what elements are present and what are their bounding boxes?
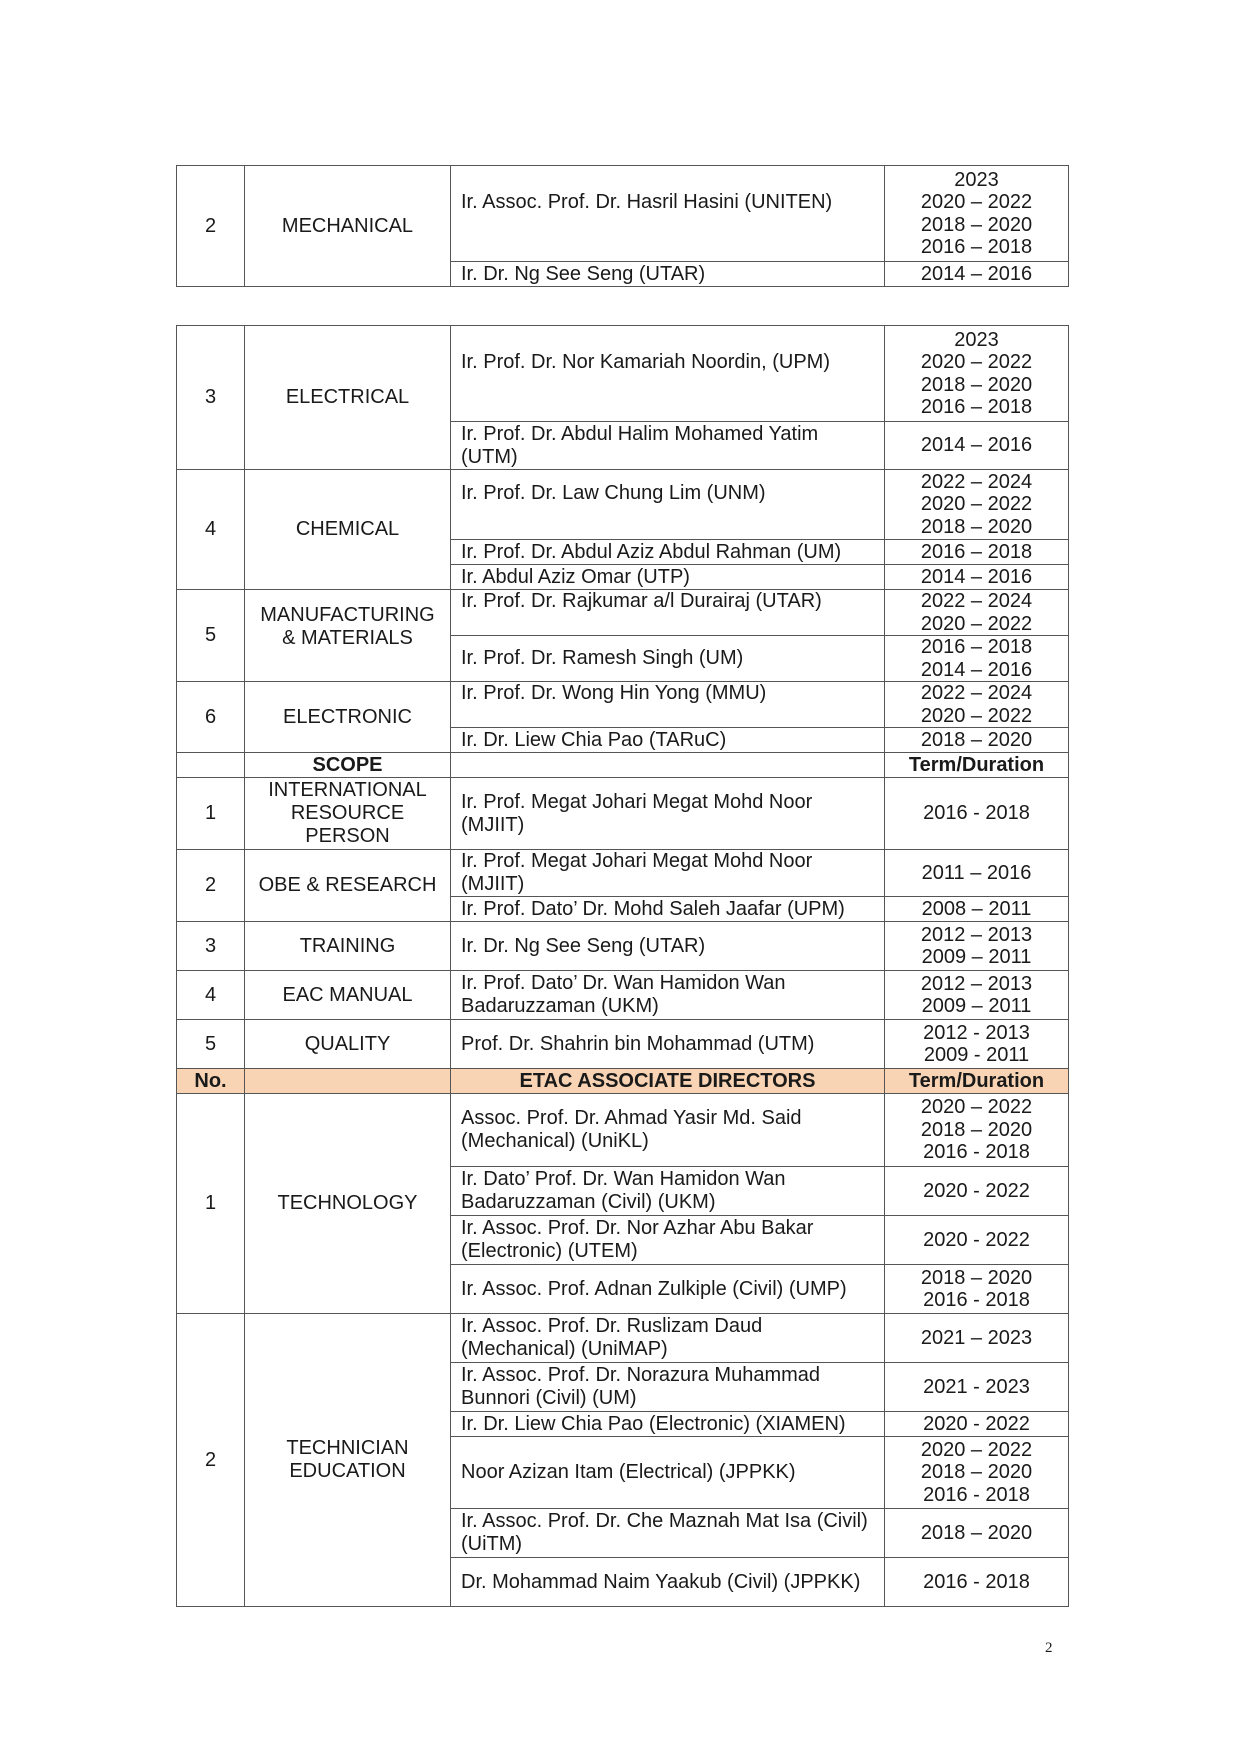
term-cell xyxy=(885,1265,1069,1314)
row-number: 5 xyxy=(177,1020,245,1069)
term-cell xyxy=(885,422,1069,470)
term-value: 2014 – 2016 xyxy=(920,434,1033,457)
person-name: Ir. Dr. Ng See Seng (UTAR) xyxy=(451,262,885,287)
term-cell xyxy=(885,922,1069,971)
person-name: Ir. Prof. Dr. Nor Kamariah Noordin, (UPM) xyxy=(451,326,885,422)
person-name: Ir. Assoc. Prof. Dr. Nor Azhar Abu Bakar (Electronic) (UTEM) xyxy=(451,1216,885,1265)
term-value: 2020 – 2022 xyxy=(920,1096,1033,1119)
term-value: 2021 - 2023 xyxy=(923,1375,1030,1398)
term-cell xyxy=(885,971,1069,1020)
discipline-name: ELECTRONIC xyxy=(245,682,451,753)
term-value: 2018 – 2020 xyxy=(920,728,1033,751)
term-value: 2016 – 2018 xyxy=(920,540,1033,563)
term-value: 2016 - 2018 xyxy=(923,1289,1030,1311)
person-name: Noor Azizan Itam (Electrical) (JPPKK) xyxy=(451,1437,885,1509)
person-name: Ir. Prof. Dr. Abdul Halim Mohamed Yatim (UTM) xyxy=(451,422,885,470)
person-name: Dr. Mohammad Naim Yaakub (Civil) (JPPKK) xyxy=(451,1558,885,1607)
term-cell xyxy=(885,1412,1069,1437)
term-value: 2009 – 2011 xyxy=(921,946,1032,968)
term-value: 2018 – 2020 xyxy=(920,1521,1033,1544)
term-cell xyxy=(885,682,1069,728)
person-name: Ir. Prof. Megat Johari Megat Mohd Noor (MJIIT) xyxy=(451,778,885,850)
term-cell xyxy=(885,1437,1069,1509)
term-cell xyxy=(885,850,1069,897)
term-cell xyxy=(885,262,1069,287)
etac-area-name: TECHNOLOGY xyxy=(245,1094,451,1314)
person-name: Ir. Abdul Aziz Omar (UTP) xyxy=(451,565,885,590)
term-value: 2011 – 2016 xyxy=(921,861,1032,884)
etac-area-name: TECHNICIAN EDUCATION xyxy=(245,1314,451,1607)
table-row xyxy=(177,326,1069,422)
term-value: 2018 – 2020 xyxy=(920,373,1033,396)
row-number: 3 xyxy=(177,326,245,470)
row-number: 5 xyxy=(177,590,245,682)
person-name: Ir. Dato’ Prof. Dr. Wan Hamidon Wan Badaruzzaman (Civil) (UKM) xyxy=(451,1167,885,1216)
term-value: 2008 – 2011 xyxy=(921,897,1032,920)
scope-name: TRAINING xyxy=(245,922,451,971)
table-row xyxy=(177,922,1069,971)
term-cell xyxy=(885,1094,1069,1167)
scope-name: INTERNATIONAL RESOURCE PERSON xyxy=(245,778,451,850)
page-number: 2 xyxy=(1045,1640,1053,1656)
term-value: 2009 – 2011 xyxy=(921,995,1032,1017)
row-number: 4 xyxy=(177,971,245,1020)
term-cell xyxy=(885,778,1069,850)
term-value: 2021 – 2023 xyxy=(920,1326,1033,1349)
term-cell xyxy=(885,1558,1069,1607)
term-value: 2014 – 2016 xyxy=(920,565,1033,588)
etac-heading: ETAC ASSOCIATE DIRECTORS xyxy=(451,1069,885,1094)
term-cell xyxy=(885,636,1069,682)
term-value: 2020 – 2022 xyxy=(920,704,1033,727)
directors-table xyxy=(176,325,1069,1607)
term-value: 2012 - 2013 xyxy=(923,1021,1030,1044)
table-row xyxy=(177,166,1069,262)
term-value: 2016 – 2018 xyxy=(920,236,1033,258)
row-number: 2 xyxy=(177,166,245,287)
person-name: Ir. Dr. Liew Chia Pao (Electronic) (XIAMEN) xyxy=(451,1412,885,1437)
discipline-name: ELECTRICAL xyxy=(245,326,451,470)
term-cell xyxy=(885,1216,1069,1265)
table-row xyxy=(177,682,1069,728)
person-name: Ir. Assoc. Prof. Dr. Hasril Hasini (UNITEN) xyxy=(451,166,885,262)
scope-name: QUALITY xyxy=(245,1020,451,1069)
person-name: Ir. Assoc. Prof. Adnan Zulkiple (Civil) (UMP) xyxy=(451,1265,885,1314)
term-value: 2023 xyxy=(954,328,999,351)
person-name: Ir. Prof. Dr. Law Chung Lim (UNM) xyxy=(451,470,885,540)
row-number: 1 xyxy=(177,1094,245,1314)
term-cell xyxy=(885,897,1069,922)
term-value: 2012 – 2013 xyxy=(920,972,1033,995)
person-name: Ir. Prof. Dr. Wong Hin Yong (MMU) xyxy=(451,682,885,728)
term-value: 2023 xyxy=(954,168,999,191)
person-name: Ir. Dr. Ng See Seng (UTAR) xyxy=(451,922,885,971)
term-value: 2020 - 2022 xyxy=(923,1228,1030,1251)
mechanical-table xyxy=(176,165,1069,287)
term-value: 2020 – 2022 xyxy=(920,1438,1033,1461)
term-value: 2016 - 2018 xyxy=(923,802,1030,825)
term-value: 2016 - 2018 xyxy=(923,1483,1030,1506)
term-value: 2020 – 2022 xyxy=(920,493,1033,516)
term-value: 2016 - 2018 xyxy=(923,1570,1030,1593)
table-row xyxy=(177,1020,1069,1069)
term-value: 2020 - 2022 xyxy=(923,1412,1030,1435)
term-value: 2018 – 2020 xyxy=(920,1266,1033,1289)
term-heading: Term/Duration xyxy=(885,1069,1069,1094)
person-name: Ir. Prof. Dato’ Dr. Mohd Saleh Jaafar (UPM) xyxy=(451,897,885,922)
discipline-name: MECHANICAL xyxy=(245,166,451,287)
term-value: 2009 - 2011 xyxy=(923,1044,1030,1066)
term-cell xyxy=(885,1020,1069,1069)
term-cell xyxy=(885,590,1069,636)
table-row xyxy=(177,1314,1069,1363)
term-value: 2020 – 2022 xyxy=(920,351,1033,373)
empty-cell xyxy=(451,753,885,778)
row-number: 2 xyxy=(177,1314,245,1607)
discipline-name: CHEMICAL xyxy=(245,470,451,590)
term-value: 2020 - 2022 xyxy=(923,1179,1030,1202)
term-cell xyxy=(885,1314,1069,1363)
scope-name: EAC MANUAL xyxy=(245,971,451,1020)
term-value: 2016 – 2018 xyxy=(920,636,1033,658)
scope-name: OBE & RESEARCH xyxy=(245,850,451,922)
person-name: Ir. Dr. Liew Chia Pao (TARuC) xyxy=(451,728,885,753)
term-cell xyxy=(885,728,1069,753)
row-number: 6 xyxy=(177,682,245,753)
person-name: Assoc. Prof. Dr. Ahmad Yasir Md. Said (Mechanical) (UniKL) xyxy=(451,1094,885,1167)
person-name: Ir. Assoc. Prof. Dr. Norazura Muhammad Bunnori (Civil) (UM) xyxy=(451,1363,885,1412)
term-value: 2020 – 2022 xyxy=(920,612,1033,635)
person-name: Ir. Prof. Dr. Rajkumar a/l Durairaj (UTAR) xyxy=(451,590,885,636)
term-value: 2016 – 2018 xyxy=(920,396,1033,418)
person-name: Ir. Prof. Dr. Ramesh Singh (UM) xyxy=(451,636,885,682)
term-value: 2022 – 2024 xyxy=(920,590,1033,612)
empty-cell xyxy=(245,1069,451,1094)
person-name: Ir. Assoc. Prof. Dr. Che Maznah Mat Isa (Civil) (UiTM) xyxy=(451,1509,885,1558)
table-row xyxy=(177,590,1069,636)
term-value: 2014 – 2016 xyxy=(920,262,1033,285)
term-value: 2018 – 2020 xyxy=(920,213,1033,236)
person-name: Ir. Prof. Megat Johari Megat Mohd Noor (MJIIT) xyxy=(451,850,885,897)
table-row xyxy=(177,778,1069,850)
scope-header-row xyxy=(177,753,1069,778)
table-row xyxy=(177,850,1069,897)
term-cell xyxy=(885,1167,1069,1216)
row-number: 4 xyxy=(177,470,245,590)
term-value: 2020 – 2022 xyxy=(920,191,1033,213)
term-cell xyxy=(885,326,1069,422)
term-value: 2014 – 2016 xyxy=(920,658,1033,681)
term-value: 2018 – 2020 xyxy=(920,1461,1033,1484)
term-heading: Term/Duration xyxy=(885,753,1069,778)
term-value: 2018 – 2020 xyxy=(920,515,1033,538)
empty-cell xyxy=(177,753,245,778)
row-number: 2 xyxy=(177,850,245,922)
person-name: Prof. Dr. Shahrin bin Mohammad (UTM) xyxy=(451,1020,885,1069)
term-value: 2018 – 2020 xyxy=(920,1118,1033,1141)
person-name: Ir. Prof. Dr. Abdul Aziz Abdul Rahman (UM) xyxy=(451,540,885,565)
row-number: 3 xyxy=(177,922,245,971)
term-value: 2022 – 2024 xyxy=(920,470,1033,493)
term-value: 2022 – 2024 xyxy=(920,682,1033,704)
no-heading: No. xyxy=(177,1069,245,1094)
person-name: Ir. Assoc. Prof. Dr. Ruslizam Daud (Mechanical) (UniMAP) xyxy=(451,1314,885,1363)
table-row xyxy=(177,1094,1069,1167)
term-value: 2012 – 2013 xyxy=(920,923,1033,946)
etac-header-row xyxy=(177,1069,1069,1094)
term-cell xyxy=(885,1363,1069,1412)
term-cell xyxy=(885,1509,1069,1558)
term-value: 2016 - 2018 xyxy=(923,1141,1030,1164)
table-row xyxy=(177,971,1069,1020)
table-row xyxy=(177,470,1069,540)
discipline-name: MANUFACTURING & MATERIALS xyxy=(245,590,451,682)
scope-heading: SCOPE xyxy=(245,753,451,778)
person-name: Ir. Prof. Dato’ Dr. Wan Hamidon Wan Badaruzzaman (UKM) xyxy=(451,971,885,1020)
term-cell xyxy=(885,540,1069,565)
term-cell xyxy=(885,565,1069,590)
row-number: 1 xyxy=(177,778,245,850)
term-cell xyxy=(885,166,1069,262)
term-cell xyxy=(885,470,1069,540)
